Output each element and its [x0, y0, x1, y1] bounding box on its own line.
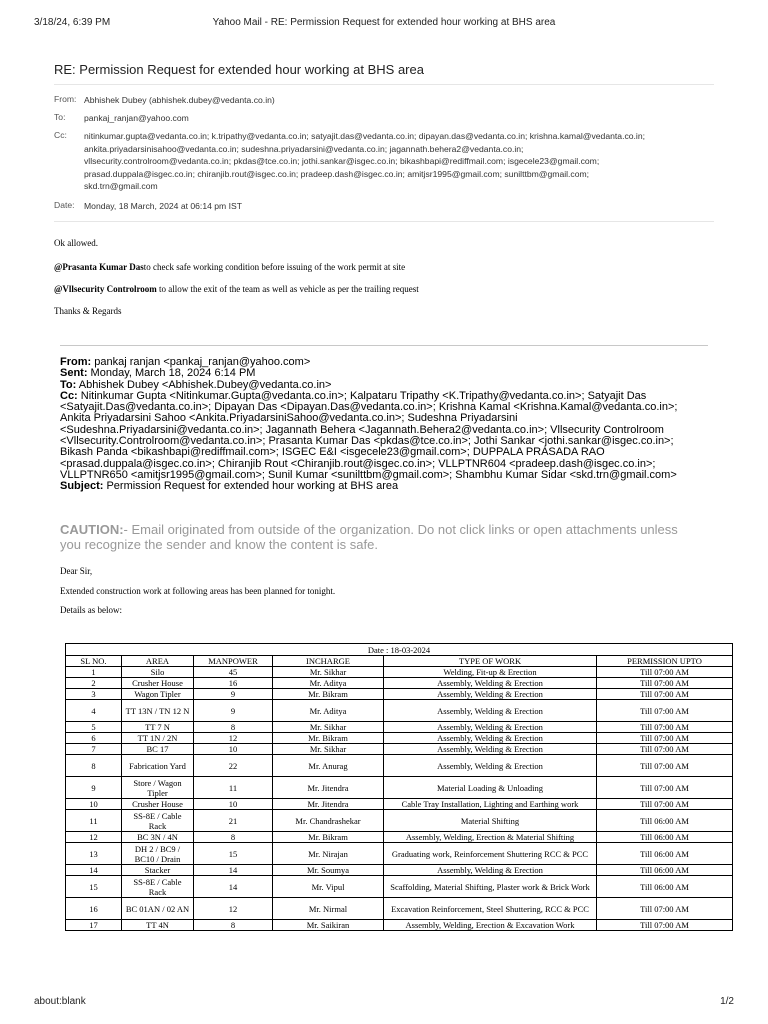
cell-incharge: Mr. Sikhar	[273, 667, 384, 678]
cell-incharge: Mr. Chandrashekar	[273, 810, 384, 832]
cell-sl: 7	[66, 744, 122, 755]
table-row	[66, 733, 733, 744]
fwd-cc-line: <Satyajit.Das@vedanta.co.in>; Dipayan Das <Dipayan.Das@vedanta.co.in>; Krishna Kamal <Krishna.Kamal@vedanta.co.in>;	[60, 401, 678, 414]
caution-text: you recognize the sender and know the content is safe.	[60, 537, 378, 552]
cell-upto: Till 07:00 AM	[597, 755, 733, 777]
body-text: to check safe working condition before issuing of the work permit at site	[143, 262, 406, 272]
fwd-cc-line: Ankita Priyadarsini Sahoo <Ankita.PriyadarsiniSahoo@vedanta.co.in>; Sudeshna Priyadarsini	[60, 412, 518, 425]
cell-area: SS-8E / Cable Rack	[122, 876, 194, 898]
fwd-cc: Nitinkumar Gupta <Nitinkumar.Gupta@vedanta.co.in>; Kalpataru Tripathy <K.Tripathy@vedanta.co.in>; Satyajit Das	[77, 389, 647, 402]
cell-area: TT 1N / 2N	[122, 733, 194, 744]
cc-line: vllsecurity.controlroom@vedanta.co.in; pkdas@tce.co.in; jothi.sankar@isgec.co.in; bikashbapi@rediffmail.com; isgecele23@gmail.com;	[84, 156, 600, 167]
print-url: about:blank	[34, 996, 86, 1007]
cell-incharge: Mr. Sikhar	[273, 744, 384, 755]
column-header: AREA	[122, 656, 194, 667]
cell-incharge: Mr. Bikram	[273, 832, 384, 843]
cell-upto: Till 07:00 AM	[597, 799, 733, 810]
to-value[interactable]: pankaj_ranjan@yahoo.com	[84, 113, 189, 123]
cell-upto: Till 07:00 AM	[597, 722, 733, 733]
mention-link[interactable]: @Vllsecurity Controlroom	[54, 284, 157, 294]
fwd-cc-line: <prasad.duppala@isgec.co.in>; Chiranjib Rout <Chiranjib.rout@isgec.co.in>; VLLPTNR604 <pradeep.dash@isgec.co.in>;	[60, 457, 656, 470]
fwd-cc-line: <Sudeshna.Priyadarsini@vedanta.co.in>; Jagannath Behera <Jagannath.Behera2@vedanta.co.in>; Vllsecurity Controlroom	[60, 423, 664, 436]
cell-sl: 6	[66, 733, 122, 744]
cell-upto: Till 07:00 AM	[597, 689, 733, 700]
greeting: Dear Sir,	[60, 566, 93, 576]
cell-upto: Till 07:00 AM	[597, 700, 733, 722]
column-header: INCHARGE	[273, 656, 384, 667]
quote-divider	[60, 345, 708, 346]
cell-incharge: Mr. Bikram	[273, 689, 384, 700]
cell-manpower: 16	[194, 678, 273, 689]
body-line	[54, 262, 405, 272]
cell-upto: Till 07:00 AM	[597, 667, 733, 678]
cell-incharge: Mr. Anurag	[273, 755, 384, 777]
fwd-subject-label: Subject:	[60, 480, 104, 493]
fwd-from: pankaj ranjan <pankaj_ranjan@yahoo.com>	[91, 356, 311, 368]
cc-value[interactable]	[84, 130, 724, 193]
cell-area: TT 7 N	[122, 722, 194, 733]
cell-manpower: 8	[194, 832, 273, 843]
table-row	[66, 799, 733, 810]
cell-area: Crusher House	[122, 678, 194, 689]
cell-incharge: Mr. Saikiran	[273, 920, 384, 931]
cell-work: Assembly, Welding & Erection	[384, 755, 597, 777]
table-row	[66, 843, 733, 865]
cell-upto: Till 07:00 AM	[597, 678, 733, 689]
table-row	[66, 865, 733, 876]
table-row	[66, 744, 733, 755]
cell-upto: Till 07:00 AM	[597, 744, 733, 755]
cell-upto: Till 07:00 AM	[597, 898, 733, 920]
cell-sl: 8	[66, 755, 122, 777]
cell-area: DH 2 / BC9 / BC10 / Drain	[122, 843, 194, 865]
cell-sl: 10	[66, 799, 122, 810]
cell-incharge: Mr. Jitendra	[273, 799, 384, 810]
cell-manpower: 10	[194, 799, 273, 810]
cell-manpower: 22	[194, 755, 273, 777]
cell-sl: 17	[66, 920, 122, 931]
cell-area: BC 01AN / 02 AN	[122, 898, 194, 920]
cc-line: skd.trn@gmail.com	[84, 181, 158, 192]
cell-sl: 13	[66, 843, 122, 865]
cell-work: Assembly, Welding & Erection	[384, 689, 597, 700]
table-row	[66, 722, 733, 733]
caution-banner	[60, 522, 720, 552]
column-header: SL NO.	[66, 656, 122, 667]
table-row	[66, 678, 733, 689]
cell-upto: Till 07:00 AM	[597, 920, 733, 931]
caution-text: - Email originated from outside of the organization. Do not click links or open attachments unless	[123, 522, 678, 537]
cell-sl: 2	[66, 678, 122, 689]
fwd-sent: Monday, March 18, 2024 6:14 PM	[87, 367, 256, 380]
divider	[54, 221, 714, 222]
cell-area: BC 3N / 4N	[122, 832, 194, 843]
cell-area: Silo	[122, 667, 194, 678]
cell-manpower: 8	[194, 920, 273, 931]
cell-work: Assembly, Welding, Erection & Excavation Work	[384, 920, 597, 931]
cell-work: Scaffolding, Material Shifting, Plaster work & Brick Work	[384, 876, 597, 898]
column-header: PERMISSION UPTO	[597, 656, 733, 667]
works-table	[65, 643, 733, 931]
table-row	[66, 667, 733, 678]
table-row	[66, 689, 733, 700]
cell-area: SS-8E / Cable Rack	[122, 810, 194, 832]
cell-manpower: 12	[194, 733, 273, 744]
fwd-cc-label: Cc:	[60, 389, 78, 402]
cell-area: BC 17	[122, 744, 194, 755]
cell-sl: 12	[66, 832, 122, 843]
cell-upto: Till 07:00 AM	[597, 777, 733, 799]
fwd-to-label: To:	[60, 378, 77, 391]
cell-incharge: Mr. Vipul	[273, 876, 384, 898]
letter-paragraph: Details as below:	[60, 605, 122, 615]
cc-line: nitinkumar.gupta@vedanta.co.in; k.tripathy@vedanta.co.in; satyajit.das@vedanta.co.in; dipayan.das@vedanta.co.in; krishna.kamal@vedanta.co.in;	[84, 131, 645, 141]
cell-sl: 4	[66, 700, 122, 722]
cell-incharge: Mr. Sikhar	[273, 722, 384, 733]
date-label: Date:	[54, 200, 75, 210]
cell-sl: 5	[66, 722, 122, 733]
cell-manpower: 15	[194, 843, 273, 865]
table-row	[66, 832, 733, 843]
cell-manpower: 11	[194, 777, 273, 799]
from-label: From:	[54, 94, 77, 104]
print-date: 3/18/24, 6:39 PM	[34, 17, 111, 28]
cell-incharge: Mr. Aditya	[273, 678, 384, 689]
cell-upto: Till 07:00 AM	[597, 733, 733, 744]
cell-area: Wagon Tipler	[122, 689, 194, 700]
cell-manpower: 45	[194, 667, 273, 678]
cell-manpower: 21	[194, 810, 273, 832]
table-row	[66, 777, 733, 799]
column-header: MANPOWER	[194, 656, 273, 667]
cell-manpower: 8	[194, 722, 273, 733]
fwd-cc-line: Bikash Panda <bikashbapi@rediffmail.com>; ISGEC E&I <isgecele23@gmail.com>; DUPPALA PRASADA RAO	[60, 446, 605, 459]
cell-incharge: Mr. Nirmal	[273, 898, 384, 920]
table-date-header: Date : 18-03-2024	[66, 644, 733, 656]
cell-upto: Till 06:00 AM	[597, 865, 733, 876]
cell-sl: 11	[66, 810, 122, 832]
cell-sl: 15	[66, 876, 122, 898]
fwd-cc-line: VLLPTNR650 <amitjsr1995@gmail.com>; Sunil Kumar <sunilttbm@gmail.com>; Shambhu Kumar Sidar <skd.trn@gmail.com>	[60, 468, 677, 481]
cell-work: Assembly, Welding & Erection	[384, 722, 597, 733]
cell-work: Material Loading & Unloading	[384, 777, 597, 799]
cell-upto: Till 06:00 AM	[597, 810, 733, 832]
cell-upto: Till 06:00 AM	[597, 832, 733, 843]
cc-label: Cc:	[54, 130, 67, 140]
cell-incharge: Mr. Jitendra	[273, 777, 384, 799]
to-label: To:	[54, 112, 66, 122]
cell-work: Material Shifting	[384, 810, 597, 832]
cell-work: Excavation Reinforcement, Steel Shuttering, RCC & PCC	[384, 898, 597, 920]
cell-sl: 3	[66, 689, 122, 700]
fwd-from-label: From:	[60, 356, 92, 368]
cell-area: Stacker	[122, 865, 194, 876]
cell-incharge: Mr. Aditya	[273, 700, 384, 722]
cell-work: Assembly, Welding & Erection	[384, 733, 597, 744]
column-header: TYPE OF WORK	[384, 656, 597, 667]
cell-area: TT 13N / TN 12 N	[122, 700, 194, 722]
cell-manpower: 14	[194, 865, 273, 876]
cell-area: Crusher House	[122, 799, 194, 810]
print-page-number: 1/2	[720, 996, 734, 1007]
fwd-subject: Permission Request for extended hour working at BHS area	[103, 480, 399, 493]
forwarded-header	[60, 357, 720, 493]
cell-work: Assembly, Welding & Erection	[384, 865, 597, 876]
cell-incharge: Mr. Nirajan	[273, 843, 384, 865]
cell-work: Assembly, Welding, Erection & Material Shifting	[384, 832, 597, 843]
cell-area: TT 4N	[122, 920, 194, 931]
from-value[interactable]: Abhishek Dubey (abhishek.dubey@vedanta.co.in)	[84, 95, 275, 105]
print-title: Yahoo Mail - RE: Permission Request for extended hour working at BHS area	[212, 17, 556, 28]
cell-work: Assembly, Welding & Erection	[384, 744, 597, 755]
cell-sl: 14	[66, 865, 122, 876]
cell-manpower: 9	[194, 700, 273, 722]
date-value: Monday, 18 March, 2024 at 06:14 pm IST	[84, 201, 242, 211]
body-text: to allow the exit of the team as well as vehicle as per the trailing request	[156, 284, 419, 294]
cell-manpower: 12	[194, 898, 273, 920]
body-line: Thanks & Regards	[54, 306, 122, 316]
table-row	[66, 700, 733, 722]
table-row	[66, 755, 733, 777]
cc-line: ankita.priyadarsinisahoo@vedanta.co.in; sudeshna.priyadarsini@vedanta.co.in; jagannath.behera2@vedanta.co.in;	[84, 143, 524, 154]
divider	[54, 84, 714, 85]
cc-line: prasad.duppala@isgec.co.in; chiranjib.rout@isgec.co.in; pradeep.dash@isgec.co.in; amitjsr1995@gmail.com; sunilttbm@gmail.com;	[84, 168, 590, 179]
letter-paragraph: Extended construction work at following areas has been planned for tonight.	[60, 586, 336, 596]
email-subject: RE: Permission Request for extended hour working at BHS area	[54, 62, 424, 77]
table-row	[66, 920, 733, 931]
cell-manpower: 9	[194, 689, 273, 700]
table-row	[66, 810, 733, 832]
cell-incharge: Mr. Bikram	[273, 733, 384, 744]
cell-work: Graduating work, Reinforcement Shuttering RCC & PCC	[384, 843, 597, 865]
fwd-to: Abhishek Dubey <Abhishek.Dubey@vedanta.co.in>	[76, 378, 332, 391]
mention-link[interactable]: @Prasanta Kumar Das	[54, 262, 144, 272]
body-line	[54, 284, 419, 294]
fwd-cc-line: <Vllsecurity.Controlroom@vedanta.co.in>; Prasanta Kumar Das <pkdas@tce.co.in>; Jothi Sankar <jothi.sankar@isgec.co.in>;	[60, 435, 674, 448]
cell-upto: Till 06:00 AM	[597, 876, 733, 898]
cell-work: Welding, Fit-up & Erection	[384, 667, 597, 678]
cell-manpower: 10	[194, 744, 273, 755]
cell-sl: 16	[66, 898, 122, 920]
cell-area: Fabrication Yard	[122, 755, 194, 777]
cell-incharge: Mr. Soumya	[273, 865, 384, 876]
cell-manpower: 14	[194, 876, 273, 898]
table-row	[66, 876, 733, 898]
fwd-sent-label: Sent:	[60, 367, 88, 380]
caution-label: CAUTION:	[60, 522, 124, 537]
cell-upto: Till 06:00 AM	[597, 843, 733, 865]
body-line: Ok allowed.	[54, 238, 98, 248]
cell-sl: 1	[66, 667, 122, 678]
cell-work: Assembly, Welding & Erection	[384, 700, 597, 722]
table-row	[66, 898, 733, 920]
cell-work: Assembly, Welding & Erection	[384, 678, 597, 689]
cell-work: Cable Tray Installation, Lighting and Earthing work	[384, 799, 597, 810]
cell-area: Store / Wagon Tipler	[122, 777, 194, 799]
cell-sl: 9	[66, 777, 122, 799]
